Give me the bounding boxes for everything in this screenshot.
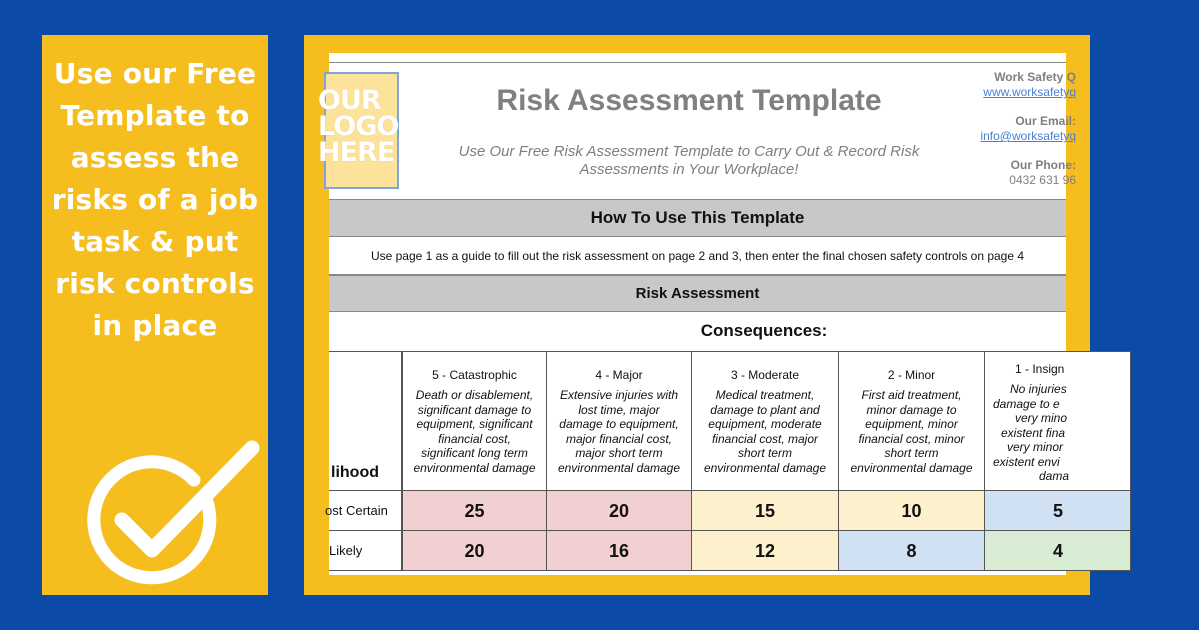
divider bbox=[329, 62, 1066, 63]
template-document bbox=[318, 53, 1076, 575]
document-subtitle bbox=[439, 143, 939, 179]
consequence-description: Medical treatment, damage to plant and equipment, moderate financial cost, major short term environmental damage bbox=[703, 388, 827, 475]
consequence-name: 2 - Minor bbox=[887, 368, 936, 382]
likelihood-row-label: Likely bbox=[329, 531, 402, 571]
company-name: Work Safety Q bbox=[994, 70, 1076, 84]
promo-line: in place bbox=[92, 309, 218, 342]
consequence-header-major bbox=[547, 351, 692, 491]
promo-line: risk controls bbox=[55, 267, 255, 300]
consequence-name: 5 - Catastrophic bbox=[432, 368, 517, 382]
email-link[interactable]: info@worksafetyq bbox=[980, 129, 1076, 143]
consequence-description: Extensive injuries with lost time, major damage to equipment, major financial cost, major short term environmental damage bbox=[557, 388, 681, 475]
logo-line: LOGO bbox=[318, 111, 399, 142]
consequence-name: 1 - Insign bbox=[1015, 362, 1065, 376]
how-to-heading: How To Use This Template bbox=[329, 199, 1066, 237]
consequence-header-catastrophic bbox=[402, 351, 547, 491]
likelihood-header-cell bbox=[329, 351, 402, 491]
consequence-description: No injuries damage to e very mino existent fina very minor existent envi dama bbox=[993, 382, 1070, 483]
risk-score-cell: 20 bbox=[402, 531, 547, 571]
promo-text bbox=[42, 53, 268, 347]
subtitle-line: Assessments in Your Workplace! bbox=[579, 161, 799, 178]
consequence-name: 4 - Major bbox=[595, 368, 643, 382]
consequence-header-minor bbox=[839, 351, 985, 491]
consequence-description: Death or disablement, significant damage to equipment, significant financial cost, significant long term environmental damage bbox=[413, 388, 536, 475]
risk-score-cell: 16 bbox=[547, 531, 692, 571]
email-label: Our Email: bbox=[1015, 114, 1076, 128]
phone-number: 0432 631 96 bbox=[1009, 173, 1076, 187]
subtitle-line: Use Our Free Risk Assessment Template to Carry Out & Record Risk bbox=[458, 143, 920, 160]
how-to-text: Use page 1 as a guide to fill out the risk assessment on page 2 and 3, then enter the final chosen safety controls on page 4 bbox=[329, 236, 1066, 275]
promo-line: risks of a job bbox=[51, 183, 259, 216]
risk-score-cell: 15 bbox=[692, 491, 839, 531]
promo-line: Template to bbox=[60, 99, 250, 132]
risk-score-cell: 12 bbox=[692, 531, 839, 571]
promo-panel bbox=[42, 35, 268, 595]
likelihood-label: lihood bbox=[331, 464, 379, 481]
logo-line: HERE bbox=[318, 137, 395, 168]
logo-text bbox=[318, 85, 418, 168]
risk-score-cell: 5 bbox=[985, 491, 1131, 531]
consequence-header-moderate bbox=[692, 351, 839, 491]
risk-score-cell: 10 bbox=[839, 491, 985, 531]
likelihood-row-label: ost Certain bbox=[329, 491, 402, 531]
checkmark-circle-icon bbox=[82, 430, 272, 600]
risk-score-cell: 8 bbox=[839, 531, 985, 571]
consequence-name: 3 - Moderate bbox=[730, 368, 800, 382]
promo-line: task & put bbox=[71, 225, 239, 258]
promo-line: assess the bbox=[70, 141, 240, 174]
promo-line: Use our Free bbox=[53, 57, 257, 90]
risk-assessment-heading: Risk Assessment bbox=[329, 275, 1066, 312]
contact-block bbox=[966, 70, 1076, 188]
risk-score-cell: 20 bbox=[547, 491, 692, 531]
logo-placeholder bbox=[318, 72, 399, 189]
risk-score-cell: 25 bbox=[402, 491, 547, 531]
consequence-header-insignificant bbox=[985, 351, 1131, 491]
website-link[interactable]: www.worksafetyq bbox=[983, 85, 1076, 99]
document-title: Risk Assessment Template bbox=[496, 84, 882, 117]
consequence-description: First aid treatment, minor damage to equipment, minor financial cost, minor short term environmental damage bbox=[850, 388, 973, 475]
risk-score-cell: 4 bbox=[985, 531, 1131, 571]
logo-line: OUR bbox=[318, 85, 381, 116]
document-frame bbox=[304, 35, 1090, 595]
consequences-title: Consequences: bbox=[700, 321, 828, 340]
phone-label: Our Phone: bbox=[1010, 158, 1076, 172]
